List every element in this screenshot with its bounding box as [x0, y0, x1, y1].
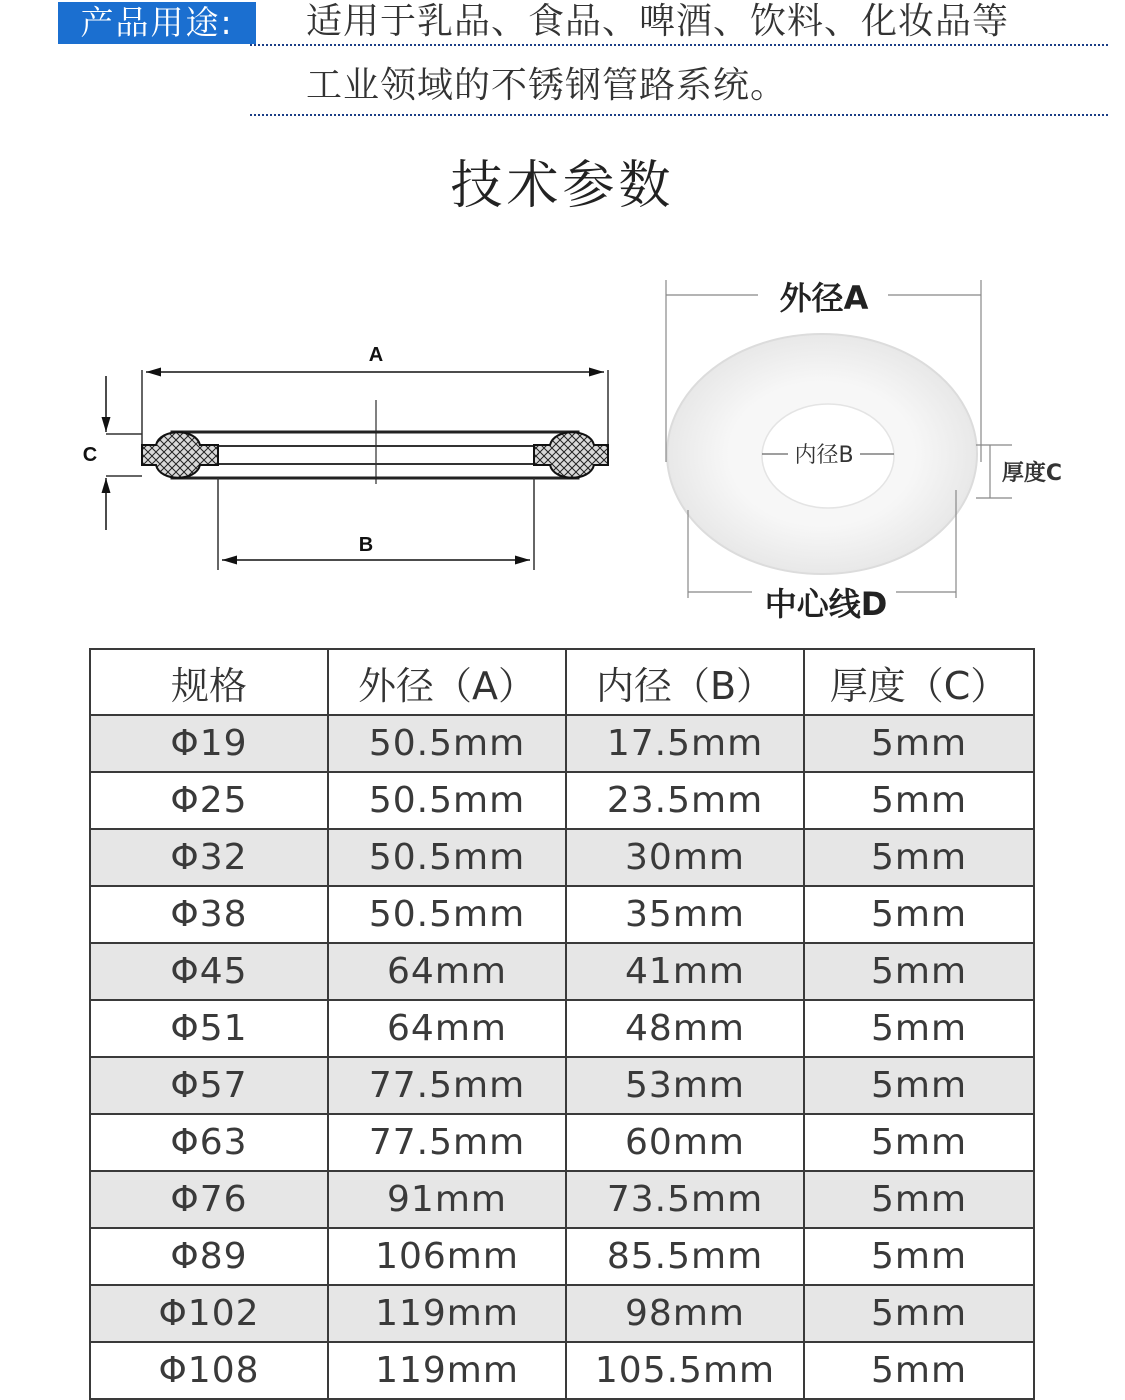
cell-thickness: 5mm: [804, 1285, 1034, 1342]
cell-spec: Φ102: [90, 1285, 328, 1342]
cell-outer: 64mm: [328, 943, 566, 1000]
table-row: [90, 772, 1034, 829]
cell-outer: 106mm: [328, 1228, 566, 1285]
cell-outer: 64mm: [328, 1000, 566, 1057]
cell-inner: 35mm: [566, 886, 804, 943]
cell-inner: 105.5mm: [566, 1342, 804, 1399]
cell-inner: 98mm: [566, 1285, 804, 1342]
cell-inner: 41mm: [566, 943, 804, 1000]
cell-thickness: 5mm: [804, 772, 1034, 829]
outer-diameter-label: 外径A: [779, 279, 869, 317]
spec-table: [89, 648, 1035, 1400]
cell-thickness: 5mm: [804, 1342, 1034, 1399]
header-spec: 规格: [90, 649, 328, 715]
cell-spec: Φ19: [90, 715, 328, 772]
cell-spec: Φ57: [90, 1057, 328, 1114]
cell-thickness: 5mm: [804, 1171, 1034, 1228]
usage-text-line2: 工业领域的不锈钢管路系统。: [306, 65, 788, 106]
cell-spec: Φ38: [90, 886, 328, 943]
gasket-top-view: [666, 279, 1062, 623]
cell-outer: 50.5mm: [328, 772, 566, 829]
section-title: 技术参数: [450, 156, 675, 216]
cell-outer: 119mm: [328, 1285, 566, 1342]
cell-outer: 77.5mm: [328, 1114, 566, 1171]
dotted-divider: [250, 44, 1108, 46]
centerline-label: 中心线D: [764, 585, 888, 623]
cell-inner: 48mm: [566, 1000, 804, 1057]
cell-spec: Φ25: [90, 772, 328, 829]
table-row: [90, 1285, 1034, 1342]
cell-spec: Φ108: [90, 1342, 328, 1399]
table-row: [90, 1228, 1034, 1285]
cell-spec: Φ45: [90, 943, 328, 1000]
cell-inner: 60mm: [566, 1114, 804, 1171]
cell-outer: 91mm: [328, 1171, 566, 1228]
dotted-divider: [250, 114, 1108, 116]
thickness-label: 厚度C: [1001, 461, 1063, 486]
dimension-label-a: A: [368, 344, 384, 366]
table-row: [90, 886, 1034, 943]
table-row: [90, 829, 1034, 886]
inner-diameter-label: 内径B: [794, 443, 854, 468]
cell-thickness: 5mm: [804, 886, 1034, 943]
usage-tag: 产品用途:: [58, 2, 256, 44]
header-inner-diameter: 内径（B）: [566, 649, 804, 715]
cell-thickness: 5mm: [804, 829, 1034, 886]
table-row: [90, 1114, 1034, 1171]
cell-inner: 30mm: [566, 829, 804, 886]
table-row: [90, 715, 1034, 772]
cell-inner: 17.5mm: [566, 715, 804, 772]
cell-inner: 53mm: [566, 1057, 804, 1114]
cell-outer: 50.5mm: [328, 829, 566, 886]
cell-outer: 50.5mm: [328, 886, 566, 943]
cell-thickness: 5mm: [804, 715, 1034, 772]
cell-spec: Φ51: [90, 1000, 328, 1057]
cell-thickness: 5mm: [804, 1000, 1034, 1057]
header-thickness: 厚度（C）: [804, 649, 1034, 715]
cell-thickness: 5mm: [804, 943, 1034, 1000]
cell-spec: Φ89: [90, 1228, 328, 1285]
table-row: [90, 1171, 1034, 1228]
cell-outer: 77.5mm: [328, 1057, 566, 1114]
table-row: [90, 1342, 1034, 1399]
usage-text-line1: 适用于乳品、食品、啤酒、饮料、化妆品等: [306, 1, 1010, 42]
dimension-label-c: C: [82, 444, 98, 466]
cell-spec: Φ63: [90, 1114, 328, 1171]
cell-inner: 23.5mm: [566, 772, 804, 829]
cell-spec: Φ76: [90, 1171, 328, 1228]
table-row: [90, 1057, 1034, 1114]
cell-inner: 73.5mm: [566, 1171, 804, 1228]
table-row: [90, 1000, 1034, 1057]
cross-section-drawing: [83, 344, 608, 570]
cell-thickness: 5mm: [804, 1114, 1034, 1171]
gasket-diagram: [0, 240, 1125, 640]
cell-outer: 50.5mm: [328, 715, 566, 772]
table-header-row: [90, 649, 1034, 715]
cell-thickness: 5mm: [804, 1228, 1034, 1285]
header-outer-diameter: 外径（A）: [328, 649, 566, 715]
dimension-label-b: B: [358, 534, 374, 556]
cell-outer: 119mm: [328, 1342, 566, 1399]
cell-inner: 85.5mm: [566, 1228, 804, 1285]
cell-thickness: 5mm: [804, 1057, 1034, 1114]
cell-spec: Φ32: [90, 829, 328, 886]
table-row: [90, 943, 1034, 1000]
